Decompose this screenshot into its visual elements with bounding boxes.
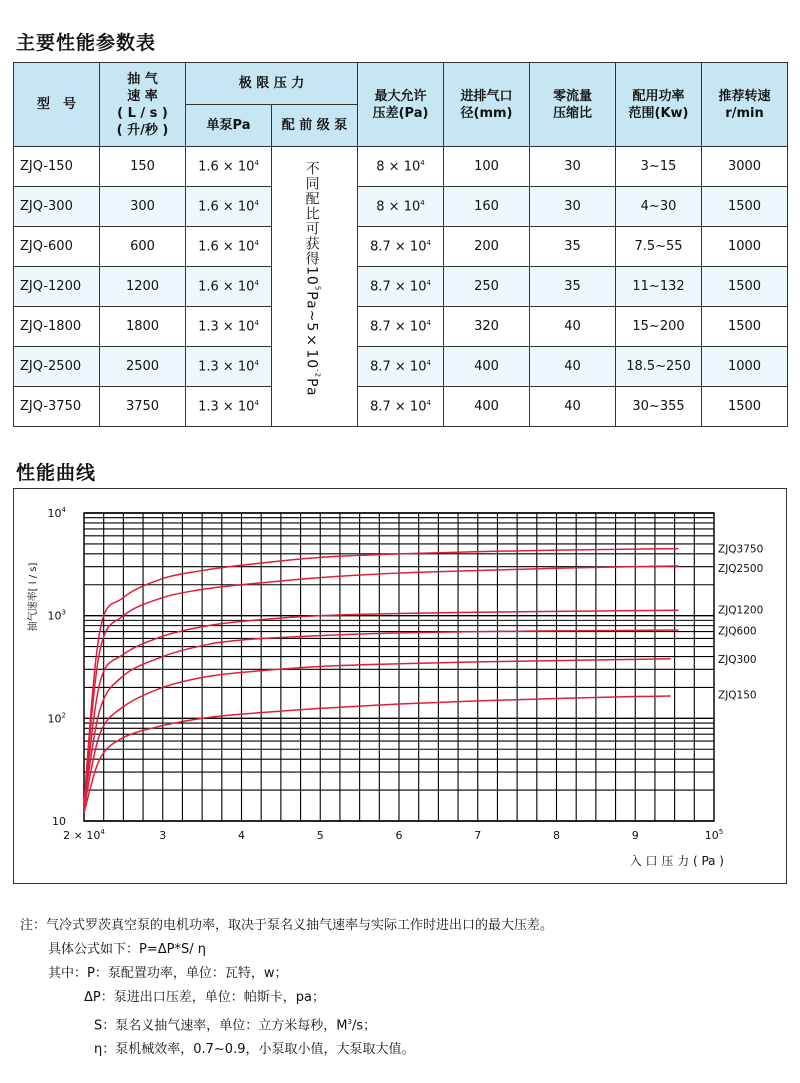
x-tick-label: 5 — [316, 829, 324, 842]
note-line-5: S：泵名义抽气速率，单位：立方米每秒，$M^3/s$； — [94, 1018, 377, 1034]
header-limit-pressure: 极 限 压 力 — [186, 63, 358, 105]
performance-chart — [13, 488, 787, 884]
header-single-pump: 单泵Pa — [186, 105, 272, 147]
cell-speed: 3750 — [100, 387, 186, 427]
header-fore-pump: 配 前 级 泵 — [272, 105, 358, 147]
cell-rpm: 1500 — [702, 307, 788, 347]
note-line-2: 具体公式如下：P=ΔP*S/ η — [48, 942, 206, 957]
cell-model: ZJQ-3750 — [14, 387, 100, 427]
cell-model: ZJQ-150 — [14, 147, 100, 187]
x-tick-label: 7 — [474, 829, 482, 842]
cell-port-dia: 100 — [444, 147, 530, 187]
header-speed: 抽 气 速 率 ( L / s ) ( 升/秒 ) — [100, 63, 186, 147]
cell-power: 11~132 — [616, 267, 702, 307]
section-title-curves: 性能曲线 — [16, 462, 97, 484]
cell-zero-flow: 35 — [530, 227, 616, 267]
y-tick-label: $10^2$ — [47, 711, 66, 726]
cell-rpm: 1500 — [702, 387, 788, 427]
cell-single-pump: $1.6 \times 10^4$ — [186, 227, 272, 267]
x-tick-label: 8 — [553, 829, 560, 842]
cell-speed: 300 — [100, 187, 186, 227]
y-axis-label: 抽气速率[ l / s] — [28, 562, 39, 632]
cell-speed: 2500 — [100, 347, 186, 387]
cell-max-diff: $8.7 \times 10^4$ — [358, 307, 444, 347]
cell-port-dia: 320 — [444, 307, 530, 347]
section-title-specs: 主要性能参数表 — [16, 32, 157, 54]
cell-zero-flow: 30 — [530, 187, 616, 227]
cell-max-diff: $8.7 \times 10^4$ — [358, 227, 444, 267]
cell-power: 4~30 — [616, 187, 702, 227]
table-row — [14, 227, 788, 267]
note-line-1: 注：气冷式罗茨真空泵的电机功率，取决于泵名义抽气速率与实际工作时进出口的最大压差。 — [20, 918, 554, 933]
table-row — [14, 187, 788, 227]
cell-model: ZJQ-1200 — [14, 267, 100, 307]
cell-port-dia: 160 — [444, 187, 530, 227]
cell-speed: 1200 — [100, 267, 186, 307]
y-tick-label: $10^3$ — [47, 608, 66, 623]
cell-max-diff: $8.7 \times 10^4$ — [358, 387, 444, 427]
notes-block — [20, 914, 553, 1062]
series-label-zjq2500: ZJQ2500 — [718, 563, 764, 576]
cell-rpm: 3000 — [702, 147, 788, 187]
cell-model: ZJQ-600 — [14, 227, 100, 267]
note-line-4: ΔP：泵进出口压差，单位：帕斯卡，pa； — [84, 990, 325, 1005]
cell-rpm: 1000 — [702, 347, 788, 387]
cell-power: 15~200 — [616, 307, 702, 347]
cell-power: 7.5~55 — [616, 227, 702, 267]
x-tick-label: 9 — [631, 829, 639, 842]
cell-single-pump: $1.3 \times 10^4$ — [186, 347, 272, 387]
cell-port-dia: 400 — [444, 347, 530, 387]
table-row — [14, 347, 788, 387]
header-zero-flow: 零流量 压缩比 — [530, 63, 616, 147]
cell-speed: 150 — [100, 147, 186, 187]
spec-table — [13, 62, 788, 427]
series-label-zjq150: ZJQ150 — [718, 689, 757, 702]
table-row — [14, 387, 788, 427]
series-line-zjq150 — [84, 696, 671, 813]
series-label-zjq1200: ZJQ1200 — [718, 604, 764, 617]
cell-max-diff: $8.7 \times 10^4$ — [358, 347, 444, 387]
cell-fore-pump-note: 不同配比可获得$10^5Pa\sim 5\times 10^{-2}Pa$ — [272, 147, 358, 427]
cell-port-dia: 250 — [444, 267, 530, 307]
cell-max-diff: $8 \times 10^4$ — [358, 187, 444, 227]
cell-zero-flow: 30 — [530, 147, 616, 187]
x-tick-label: $10^5$ — [704, 828, 724, 842]
cell-model: ZJQ-2500 — [14, 347, 100, 387]
cell-single-pump: $1.6 \times 10^4$ — [186, 147, 272, 187]
cell-rpm: 1500 — [702, 187, 788, 227]
header-rpm: 推荐转速 r/min — [702, 63, 788, 147]
header-port-dia: 进排气口 径(mm) — [444, 63, 530, 147]
cell-max-diff: $8.7 \times 10^4$ — [358, 267, 444, 307]
x-axis-label: 入 口 压 力 ( Pa ) — [629, 854, 724, 868]
cell-power: 30~355 — [616, 387, 702, 427]
header-model: 型 号 — [14, 63, 100, 147]
cell-model: ZJQ-1800 — [14, 307, 100, 347]
header-power: 配用功率 范围(Kw) — [616, 63, 702, 147]
cell-zero-flow: 40 — [530, 307, 616, 347]
cell-zero-flow: 35 — [530, 267, 616, 307]
series-line-zjq1200 — [84, 610, 679, 806]
series-label-zjq300: ZJQ300 — [718, 653, 757, 666]
table-row — [14, 307, 788, 347]
x-tick-label: 4 — [238, 829, 245, 842]
y-tick-label: $10^4$ — [47, 506, 66, 520]
series-label-zjq3750: ZJQ3750 — [718, 543, 764, 556]
cell-rpm: 1500 — [702, 267, 788, 307]
cell-zero-flow: 40 — [530, 347, 616, 387]
note-line-6: η：泵机械效率，0.7~0.9，小泵取小值，大泵取大值。 — [94, 1042, 415, 1058]
cell-speed: 1800 — [100, 307, 186, 347]
cell-power: 3~15 — [616, 147, 702, 187]
table-row — [14, 147, 788, 187]
x-tick-label: 3 — [159, 829, 167, 842]
cell-rpm: 1000 — [702, 227, 788, 267]
chart-canvas — [14, 489, 786, 883]
x-tick-label: $2 \times 10^4$ — [63, 828, 105, 842]
cell-power: 18.5~250 — [616, 347, 702, 387]
cell-single-pump: $1.3 \times 10^4$ — [186, 387, 272, 427]
cell-single-pump: $1.6 \times 10^4$ — [186, 267, 272, 307]
header-max-diff: 最大允许 压差(Pa) — [358, 63, 444, 147]
cell-port-dia: 400 — [444, 387, 530, 427]
note-line-3: 其中：P：泵配置功率，单位：瓦特，w； — [48, 966, 288, 981]
series-label-zjq600: ZJQ600 — [718, 625, 757, 638]
series-line-zjq3750 — [84, 549, 679, 803]
cell-zero-flow: 40 — [530, 387, 616, 427]
cell-model: ZJQ-300 — [14, 187, 100, 227]
cell-single-pump: $1.6 \times 10^4$ — [186, 187, 272, 227]
table-row — [14, 267, 788, 307]
cell-max-diff: $8 \times 10^4$ — [358, 147, 444, 187]
y-tick-label: 10 — [52, 815, 66, 828]
cell-port-dia: 200 — [444, 227, 530, 267]
x-tick-label: 6 — [395, 829, 403, 842]
cell-speed: 600 — [100, 227, 186, 267]
cell-single-pump: $1.3 \times 10^4$ — [186, 307, 272, 347]
